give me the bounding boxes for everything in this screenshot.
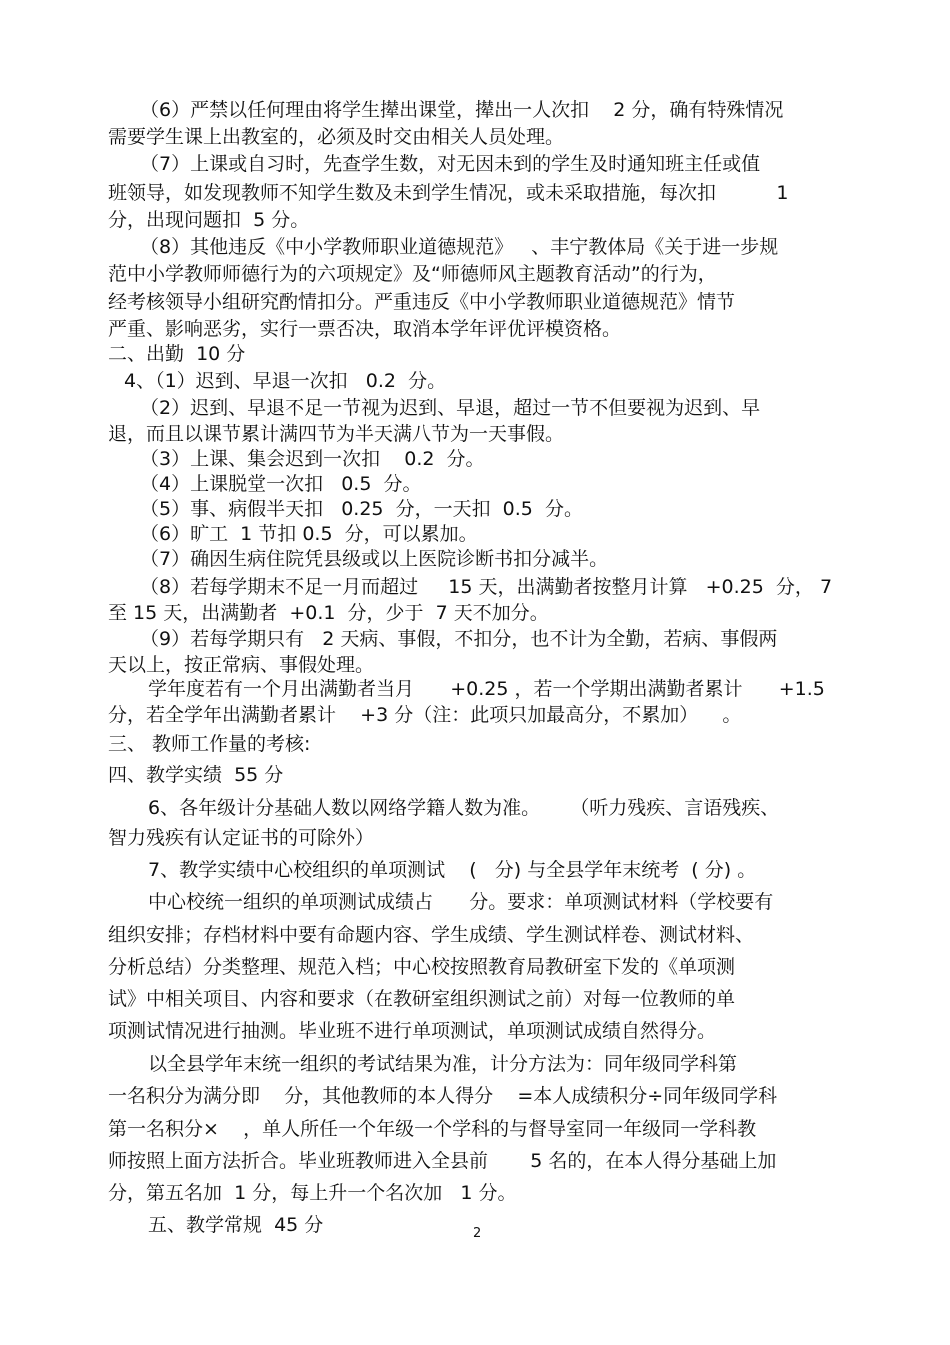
- page-number: 2: [473, 1226, 482, 1241]
- text-line: 严重、影响恶劣，实行一票否决，取消本学年评优评模资格。: [108, 318, 622, 340]
- text-line: 以全县学年末统一组织的考试结果为准，计分方法为：同年级同学科第: [148, 1053, 738, 1075]
- text-line: （7）确因生病住院凭县级或以上医院诊断书扣分减半。: [140, 548, 609, 570]
- text-line: 中心校统一组织的单项测试成绩占 分。要求：单项测试材料（学校要有: [148, 891, 774, 913]
- text-line: 学年度若有一个月出满勤者当月 +0.25 ，若一个学期出满勤者累计 +1.5: [148, 678, 825, 700]
- text-line: （8）其他违反《中小学教师职业道德规范》 、丰宁教体局《关于进一步规: [140, 236, 779, 258]
- text-line: （6）旷工 1 节扣 0.5 分，可以累加。: [140, 523, 478, 545]
- text-line: 智力残疾有认定证书的可除外）: [108, 827, 375, 849]
- section-heading: 四、教学实绩 55 分: [108, 764, 284, 786]
- text-line: 天以上，按正常病、事假处理。: [108, 654, 375, 676]
- text-line: 4、（1）迟到、早退一次扣 0.2 分。: [124, 370, 447, 392]
- text-line: （2）迟到、早退不足一节视为迟到、早退，超过一节不但要视为迟到、早: [140, 397, 761, 419]
- text-line: 分，第五名加 1 分，每上升一个名次加 1 分。: [108, 1182, 517, 1204]
- text-line: 至 15 天，出满勤者 +0.1 分，少于 7 天不加分。: [108, 602, 549, 624]
- text-line: 需要学生课上出教室的，必须及时交由相关人员处理。: [108, 126, 565, 148]
- text-line: 一名积分为满分即 分，其他教师的本人得分 =本人成绩积分÷同年级同学科: [108, 1085, 778, 1107]
- text-line: 分，出现问题扣 5 分。: [108, 209, 310, 231]
- text-line: （8）若每学期末不足一月而超过 15 天，出满勤者按整月计算 +0.25 分， 7: [140, 576, 833, 598]
- section-heading: 二、出勤 10 分: [108, 343, 246, 365]
- text-line: 分，若全学年出满勤者累计 +3 分（注：此项只加最高分，不累加） 。: [108, 704, 742, 726]
- text-line: 分析总结）分类整理、规范入档；中心校按照教育局教研室下发的《单项测: [108, 956, 736, 978]
- text-line: 范中小学教师师德行为的六项规定》及“师德师风主题教育活动”的行为，: [108, 263, 717, 285]
- text-line: 经考核领导小组研究酌情扣分。严重违反《中小学教师职业道德规范》情节: [108, 291, 736, 313]
- text-line: （3）上课、集会迟到一次扣 0.2 分。: [140, 448, 485, 470]
- text-line: 试》中相关项目、内容和要求（在教研室组织测试之前）对每一位教师的单: [108, 988, 736, 1010]
- text-line: （6）严禁以任何理由将学生撵出课堂，撵出一人次扣 2 分，确有特殊情况: [140, 99, 784, 121]
- text-line: 师按照上面方法折合。毕业班教师进入全县前 5 名的，在本人得分基础上加: [108, 1150, 777, 1172]
- text-line: 组织安排；存档材料中要有命题内容、学生成绩、学生测试样卷、测试材料、: [108, 924, 755, 946]
- text-line: 7、教学实绩中心校组织的单项测试 ( 分) 与全县学年末统考 ( 分) 。: [148, 859, 757, 881]
- text-line: 第一名积分× ，单人所任一个年级一个学科的与督导室同一年级同一学科教: [108, 1118, 757, 1140]
- text-line: 退，而且以课节累计满四节为半天满八节为一天事假。: [108, 423, 565, 445]
- text-line: 班领导，如发现教师不知学生数及未到学生情况，或未采取措施，每次扣 1: [108, 182, 789, 204]
- text-line: 项测试情况进行抽测。毕业班不进行单项测试，单项测试成绩自然得分。: [108, 1020, 717, 1042]
- text-line: （5）事、病假半天扣 0.25 分，一天扣 0.5 分。: [140, 498, 583, 520]
- section-heading: 五、教学常规 45 分: [148, 1214, 324, 1236]
- text-line: （9）若每学期只有 2 天病、事假，不扣分，也不计为全勤，若病、事假两: [140, 628, 778, 650]
- text-line: （4）上课脱堂一次扣 0.5 分。: [140, 473, 422, 495]
- section-heading: 三、 教师工作量的考核:: [108, 733, 311, 755]
- text-line: （7）上课或自习时，先查学生数，对无因未到的学生及时通知班主任或值: [140, 153, 761, 175]
- text-line: 6、各年级计分基础人数以网络学籍人数为准。 （听力残疾、言语残疾、: [148, 797, 780, 819]
